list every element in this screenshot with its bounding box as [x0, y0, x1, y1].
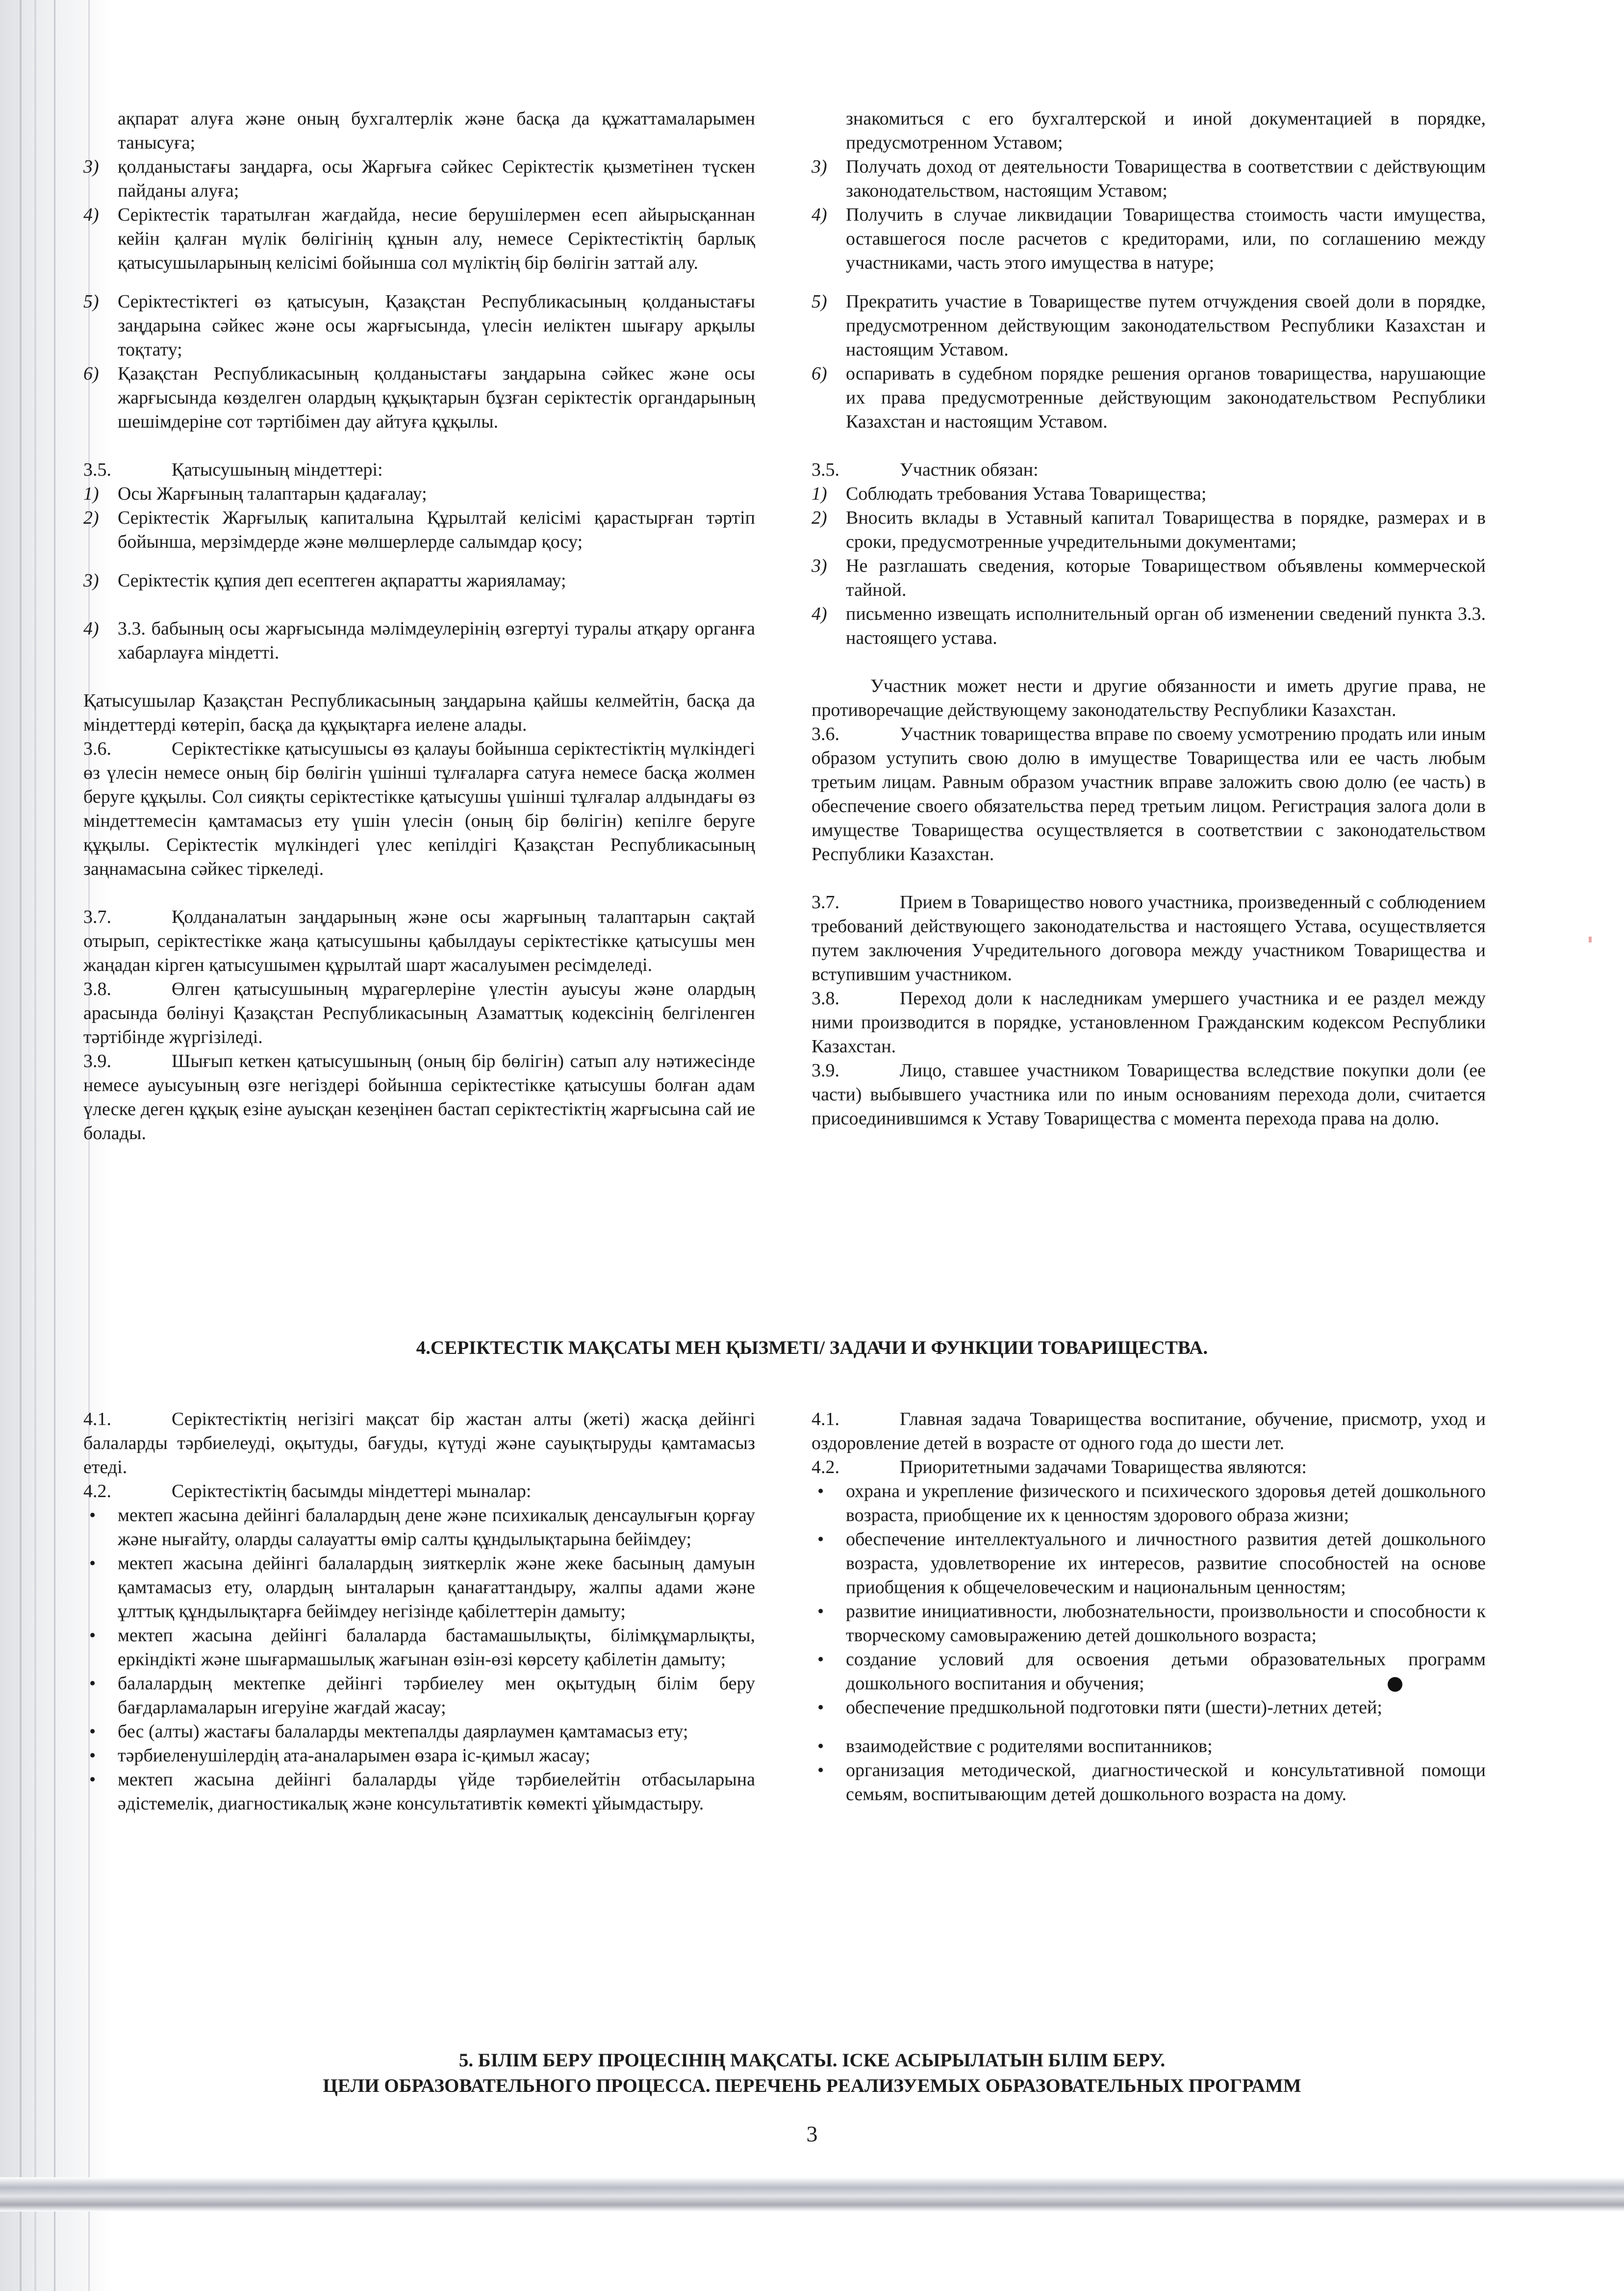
- bullet-text: создание условий для освоения детьми образовательных программ дошкольного воспитания и обучения;: [846, 1649, 1486, 1694]
- item-number: 5): [812, 291, 827, 312]
- list-item: [83, 290, 755, 362]
- bullet-text: балалардың мектепке дейінгі тәрбиелеу мен оқытудың білім беру бағдарламаларын игеруіне жағдай жасау;: [118, 1673, 755, 1718]
- section-5-heading-line2: ЦЕЛИ ОБРАЗОВАТЕЛЬНОГО ПРОЦЕССА. ПЕРЕЧЕНЬ РЕАЛИЗУЕМЫХ ОБРАЗОВАТЕЛЬНЫХ ПРОГРАММ: [323, 2075, 1301, 2096]
- section: [812, 891, 1486, 987]
- item-text: Серіктестіктегі өз қатысуын, Қазақстан Республикасының қолданыстағы заңдарына сәйкес және осы жарғысында, үлесін иеліктен шығару арқылы тоқтату;: [118, 291, 755, 360]
- section-5-heading-line1: 5. БІЛІМ БЕРУ ПРОЦЕСІНІҢ МАҚСАТЫ. ІСКЕ АСЫРЫЛАТЫН БІЛІМ БЕРУ.: [458, 2050, 1166, 2071]
- bullet-icon: •: [89, 1673, 96, 1694]
- list-item: [83, 107, 755, 155]
- bullet-text: мектеп жасына дейінгі балаларды үйде тәрбиелейтін отбасыларына әдістемелік, диагностикалық және консультативтік көмекті ұйымдастыру.: [118, 1769, 755, 1814]
- bullet-text: развитие инициативности, любознательности, произвольности и способности к творческому самовыражению детей дошкольного возраста;: [846, 1601, 1486, 1646]
- section-number: 3.7.: [812, 892, 839, 913]
- bullet-item: [812, 1527, 1486, 1600]
- item-text: 3.3. бабының осы жарғысында мәлімдеулерінің өзгертуі туралы атқару органға хабарлауға міндетті.: [118, 618, 755, 663]
- list-item: [83, 155, 755, 203]
- right-column-top: [812, 107, 1486, 1131]
- bullet-text: взаимодействие с родителями воспитанников;: [846, 1736, 1213, 1756]
- bullet-text: тәрбиеленушілердің ата-аналарымен өзара іс-қимыл жасау;: [118, 1745, 590, 1766]
- bullet-text: мектеп жасына дейінгі балаларда бастамашылықты, білімқұмарлықты, еркіндікті және шығармашылық жағынан өзін-өзі көрсету қабілетін дамыту;: [118, 1625, 755, 1670]
- bullet-icon: •: [817, 1697, 824, 1718]
- item-number: 6): [812, 363, 827, 384]
- item-number: 5): [83, 291, 99, 312]
- list-item: [812, 482, 1486, 506]
- item-text: знакомиться с его бухгалтерской и иной документацией в порядке, предусмотренном Уставом;: [846, 108, 1486, 153]
- list-item: [812, 203, 1486, 275]
- list-item: [812, 362, 1486, 434]
- section: [812, 1059, 1486, 1131]
- section: [83, 1049, 755, 1146]
- bullet-item: [83, 1624, 755, 1672]
- item-number: 3): [83, 570, 99, 591]
- item-text: Не разглашать сведения, которые Товариществом объявлены коммерческой тайной.: [846, 556, 1486, 600]
- section-text: Переход доли к наследникам умершего участника и ее раздел между ними производится в порядке, установленном Гражданским кодексом Республики Казахстан.: [812, 988, 1486, 1057]
- list-item: [812, 107, 1486, 155]
- scan-mark: [1589, 937, 1592, 942]
- bullet-icon: •: [817, 1736, 824, 1756]
- section-title: Қатысушының міндеттері:: [172, 459, 383, 480]
- bullet-icon: •: [817, 1481, 824, 1502]
- section-text: Участник товарищества вправе по своему усмотрению продать или иным образом уступить свою долю в имуществе Товарищества или ее часть любым третьим лицам. Равным образом участник вправе заложить свою долю (ее часть) в обеспечение своего обязательства перед третьим лицом. Регистрация залога доли в имуществе Товарищества осуществляется в соответствии с законодательством Республики Казахстан.: [812, 724, 1486, 865]
- section: [812, 1455, 1486, 1479]
- bullet-text: организация методической, диагностической и консультативной помощи семьям, воспитывающим детей дошкольного возраста на дому.: [846, 1760, 1486, 1805]
- bullet-icon: •: [89, 1625, 96, 1646]
- bullet-text: бес (алты) жастағы балаларды мектепалды даярлаумен қамтамасыз ету;: [118, 1721, 688, 1742]
- bullet-icon: •: [817, 1601, 824, 1622]
- item-number: 1): [812, 484, 827, 504]
- item-number: 2): [83, 508, 99, 528]
- bullet-icon: •: [89, 1553, 96, 1574]
- bullet-item: [812, 1600, 1486, 1648]
- section-number: 3.6.: [83, 738, 111, 759]
- item-number: 1): [83, 484, 99, 504]
- duties-heading: [83, 458, 755, 482]
- item-text: Получить в случае ликвидации Товарищества стоимость части имущества, оставшегося после расчетов с кредиторами, или, по соглашению между участниками, часть этого имущества в натуре;: [846, 204, 1486, 273]
- item-text: оспаривать в судебном порядке решения органов товарищества, нарушающие их права предусмотренные действующим законодательством Республики Казахстан и настоящим Уставом.: [846, 363, 1486, 432]
- item-number: 4): [83, 618, 99, 639]
- binding-line: [54, 0, 55, 2291]
- section-number: 3.8.: [83, 979, 111, 999]
- bullet-item: [83, 1552, 755, 1624]
- bullet-item: [812, 1648, 1486, 1696]
- item-text: ақпарат алуға және оның бухгалтерлік және басқа да құжаттамаларымен танысуға;: [118, 108, 755, 153]
- bullet-item: [812, 1696, 1486, 1720]
- list-item: [812, 155, 1486, 203]
- bullet-text: обеспечение предшкольной подготовки пяти (шести)-летних детей;: [846, 1697, 1382, 1718]
- page-number: 3: [806, 2121, 818, 2146]
- bullet-item: [83, 1672, 755, 1720]
- bullet-item: [83, 1768, 755, 1816]
- section-number: 4.2.: [83, 1481, 111, 1502]
- section-text: Қолданалатын заңдарының және осы жарғының талаптарын сақтай отырып, серіктестікке жаңа қатысушыны қабылдауы серіктестікке қатысушы мен жаңадан кірген қатысушымен құрылтай шарт жасалуымен ресімделеді.: [83, 907, 755, 975]
- list-item: [83, 569, 755, 593]
- item-number: 4): [812, 604, 827, 624]
- paragraph: Участник может нести и другие обязанности и иметь другие права, не противоречащие действующему законодательству Республики Казахстан.: [812, 676, 1486, 720]
- item-text: письменно извещать исполнительный орган об изменении сведений пункта 3.3. настоящего устава.: [846, 604, 1486, 648]
- bullet-icon: •: [817, 1760, 824, 1781]
- section: [812, 1407, 1486, 1455]
- section: [812, 722, 1486, 866]
- section-text: Прием в Товарищество нового участника, произведенный с соблюдением требований действующего законодательства и настоящего Устава, осуществляется путем заключения Учредительного договора между участником Товарищества и вступившим участником.: [812, 892, 1486, 985]
- list-item: [83, 506, 755, 554]
- item-text: Серіктестік Жарғылық капиталына Құрылтай келісімі қарастырған тәртіп бойынша, мерзімдерде және мөлшерлерде салымдар қосу;: [118, 508, 755, 552]
- section-number: 3.5.: [812, 459, 839, 480]
- section-number: 4.1.: [812, 1409, 839, 1429]
- item-number: 6): [83, 363, 99, 384]
- bullet-item: [83, 1503, 755, 1552]
- bullet-icon: •: [89, 1721, 96, 1742]
- bullet-item: [83, 1720, 755, 1744]
- list-item: [812, 290, 1486, 362]
- item-number: 3): [83, 156, 99, 177]
- item-text: Серіктестік таратылған жағдайда, несие берушілермен есеп айырысқаннан кейін қалған мүлік бөлігінің құнын алу, немесе Серіктестіктің барлық қатысушыларының келісімі бойынша сол мүліктің бір бөлігін заттай алу.: [118, 204, 755, 273]
- section-number: 3.9.: [83, 1051, 111, 1071]
- right-column-bottom: [812, 1407, 1486, 1807]
- item-text: Серіктестік құпия деп есептеген ақпаратты жарияламау;: [118, 570, 566, 591]
- bullet-text: обеспечение интеллектуального и личностного развития детей дошкольного возраста, удовлетворение их интересов, развитие способностей на основе приобщения к общечеловеческим и национальным ценностям;: [846, 1529, 1486, 1598]
- bullet-icon: •: [817, 1529, 824, 1550]
- bullet-icon: •: [89, 1505, 96, 1526]
- section: [812, 987, 1486, 1059]
- bullet-item: [812, 1758, 1486, 1807]
- section-number: 3.8.: [812, 988, 839, 1009]
- section-text: Өлген қатысушының мұрагерлеріне үлестін ауысуы және олардың арасында бөлінуі Қазақстан Республикасының Азаматтық кодексінің белгіленген тәртібінде жүргізіледі.: [83, 979, 755, 1047]
- item-text: Прекратить участие в Товариществе путем отчуждения своей доли в порядке, предусмотренном действующим законодательством Республики Казахстан и настоящим Уставом.: [846, 291, 1486, 360]
- section-number: 3.6.: [812, 724, 839, 744]
- left-column-top: [83, 107, 755, 1146]
- item-number: 4): [83, 204, 99, 225]
- bullet-item: [812, 1734, 1486, 1758]
- bullet-text: мектеп жасына дейінгі балалардың дене және психикалық денсаулығын қорғау және нығайту, оларды салауатты өмір салты құндылықтарына бейімдеу;: [118, 1505, 755, 1550]
- item-text: қолданыстағы заңдарға, осы Жарғыға сәйкес Серіктестік қызметінен түскен пайданы алуға;: [118, 156, 755, 201]
- bullet-icon: •: [89, 1745, 96, 1766]
- list-item: [83, 362, 755, 434]
- item-number: 4): [812, 204, 827, 225]
- item-number: 3): [812, 156, 827, 177]
- item-text: Қазақстан Республикасының қолданыстағы заңдарына сәйкес және осы жарғысында көзделген олардың құқықтарын бұзған серіктестік органдарының шешімдеріне сот тәртібімен дау айтуға құқылы.: [118, 363, 755, 432]
- item-number: 3): [812, 556, 827, 576]
- section-4-heading: 4.СЕРІКТЕСТІК МАҚСАТЫ МЕН ҚЫЗМЕТІ/ ЗАДАЧИ И ФУНКЦИИ ТОВАРИЩЕСТВА.: [416, 1337, 1208, 1358]
- section-text: Серіктестікке қатысушысы өз қалауы бойынша серіктестіктің мүлкіндегі өз үлесін немесе оның бір бөлігін үшінші тұлғаларға сатуға немесе басқа жолмен беруге құқылы. Сол сияқты серіктестікке қатысушы үшінші тұлғалар алдындағы өз міндеттемесін қамтамасыз ету үшін үлесін (оның бір бөлігін) кепілге беруге құқылы. Серіктестік мүлкіндегі үлес кепілдігі Қазақстан Республикасының заңнамасына сәйкес тіркеледі.: [83, 738, 755, 879]
- bullet-item: [812, 1479, 1486, 1527]
- section: [83, 1407, 755, 1479]
- list-item: [812, 554, 1486, 602]
- binding-line: [34, 0, 36, 2291]
- section-number: 3.9.: [812, 1060, 839, 1081]
- list-item: [83, 617, 755, 665]
- section: [83, 905, 755, 977]
- binding-line: [20, 0, 22, 2291]
- item-text: Вносить вклады в Уставный капитал Товарищества в порядке, размерах и в сроки, предусмотренные учредительными документами;: [846, 508, 1486, 552]
- section-text: Серіктестіктің негізігі мақсат бір жастан алты (жеті) жасқа дейінгі балаларды тәрбиелеуді, оқытуды, бағуды, күтуді және сауықтыруды қамтамасыз етеді.: [83, 1409, 755, 1477]
- section: [83, 977, 755, 1049]
- section-text: Приоритетными задачами Товарищества являются:: [900, 1457, 1307, 1477]
- section-number: 3.7.: [83, 907, 111, 927]
- list-item: [812, 506, 1486, 554]
- section: [83, 1479, 755, 1503]
- bullet-item: [83, 1744, 755, 1768]
- section-text: Серіктестіктің басымды міндеттері мыналар:: [172, 1481, 532, 1502]
- item-text: Получать доход от деятельности Товарищества в соответствии с действующим законодательством, настоящим Уставом;: [846, 156, 1486, 201]
- item-number: 2): [812, 508, 827, 528]
- section: [83, 737, 755, 881]
- section-number: 3.5.: [83, 459, 111, 480]
- section-text: Лицо, ставшее участником Товарищества вследствие покупки доли (ее части) выбывшего участника или по иным основаниям перехода доли, считается присоединившимся к Уставу Товарищества с момента перехода права на долю.: [812, 1060, 1486, 1129]
- bullet-text: мектеп жасына дейінгі балалардың зияткерлік және жеке басының дамуын қамтамасыз ету, олардың ынталарын қанағаттандыру, жалпы адами және ұлттық құндылықтарға бейімдеу негізінде қабілеттерін дамыту;: [118, 1553, 755, 1622]
- section-title: Участник обязан:: [900, 459, 1039, 480]
- list-item: [83, 482, 755, 506]
- bullet-text: охрана и укрепление физического и психического здоровья детей дошкольного возраста, приобщение их к ценностям здорового образа жизни;: [846, 1481, 1486, 1526]
- section-number: 4.2.: [812, 1457, 839, 1477]
- bullet-icon: •: [817, 1649, 824, 1670]
- scan-footer-band: [0, 2177, 1624, 2212]
- duties-heading: [812, 458, 1486, 482]
- paragraph: Қатысушылар Қазақстан Республикасының заңдарына қайшы келмейтін, басқа да міндеттерді көтеріп, басқа да құқықтарға иелене алады.: [83, 690, 755, 735]
- section-number: 4.1.: [83, 1409, 111, 1429]
- section-text: Главная задача Товарищества воспитание, обучение, присмотр, уход и оздоровление детей в возрасте от одного года до шести лет.: [812, 1409, 1486, 1453]
- ink-dot: [1388, 1677, 1402, 1692]
- left-column-bottom: [83, 1407, 755, 1816]
- item-text: Осы Жарғының талаптарын қадағалау;: [118, 484, 427, 504]
- item-text: Соблюдать требования Устава Товарищества;: [846, 484, 1207, 504]
- list-item: [83, 203, 755, 275]
- section-text: Шығып кеткен қатысушының (оның бір бөлігін) сатып алу нәтижесінде немесе ауысуының өзге негіздері бойынша серіктестікке қатысушы болған адам үлеске деген құқық езіне ауысқан кезеңінен бастап серіктестіктің жарғысына сай ие болады.: [83, 1051, 755, 1144]
- bullet-icon: •: [89, 1769, 96, 1790]
- list-item: [812, 602, 1486, 650]
